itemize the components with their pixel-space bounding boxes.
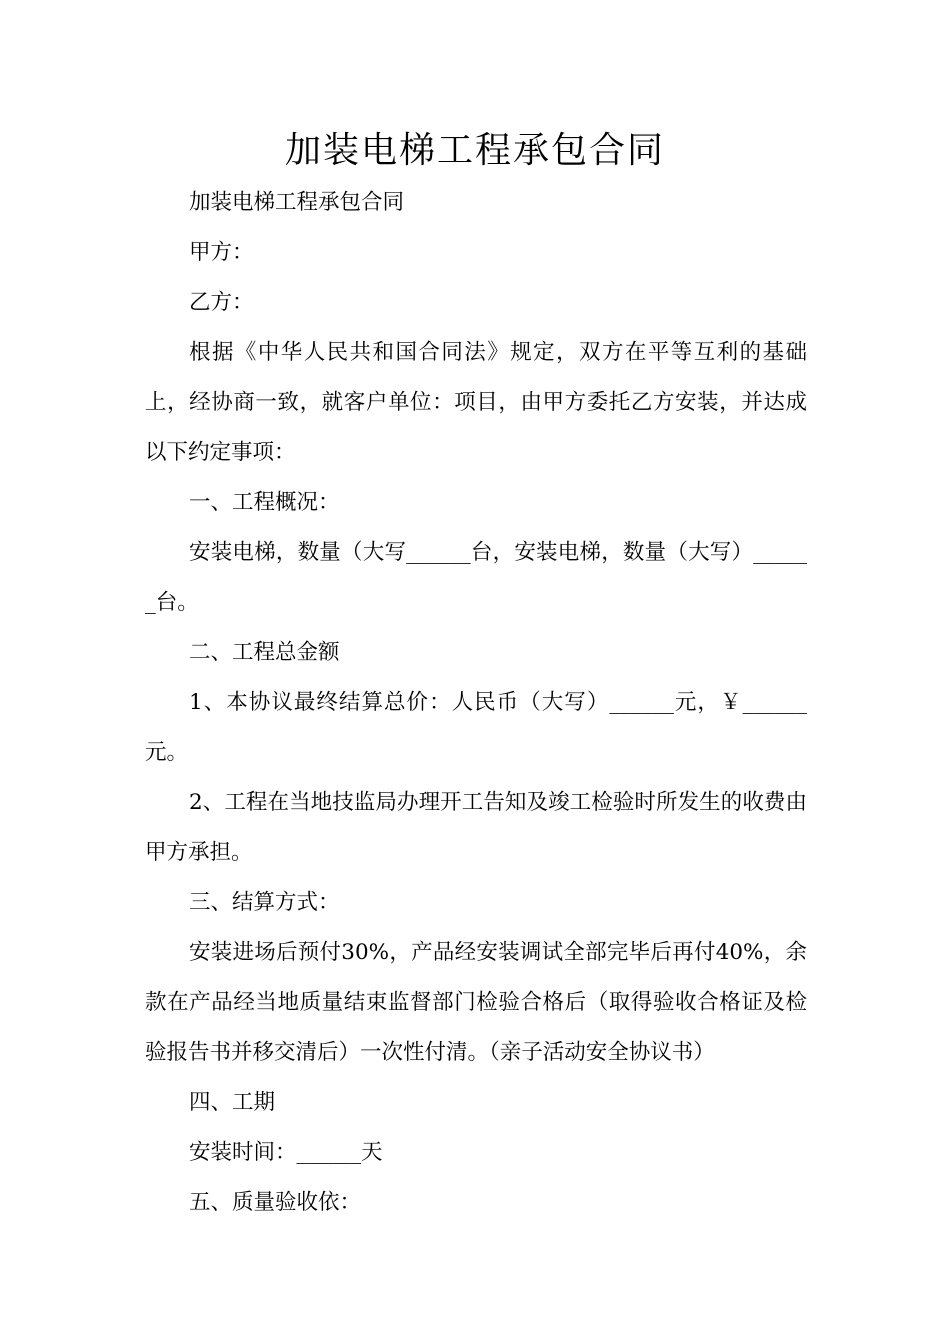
heading-quality-acceptance: 五、质量验收依： [189,1190,362,1215]
heading-total-amount: 二、工程总金额 [189,640,340,665]
paragraph-install-time: 安装时间：______天 [189,1140,383,1165]
heading-settlement: 三、结算方式： [189,890,340,915]
document-title: 加装电梯工程承包合同 [284,130,665,171]
paragraph-party-a: 甲方： [189,240,254,265]
paragraph-party-b: 乙方： [189,290,254,315]
paragraph-payment-terms: 安装进场后预付30%，产品经安装调试全部完毕后再付40%，余款在产品经当地质量结束监督部门检验合格后（取得验收合格证及检验报告书并移交清后）一次性付清。（亲子活动安全协议书） [145,940,807,1065]
paragraph-total-price: 1、本协议最终结算总价：人民币（大写）______元，￥______元。 [145,690,807,765]
heading-schedule: 四、工期 [189,1090,276,1115]
heading-project-overview: 一、工程概况： [189,490,340,515]
paragraph-subtitle: 加装电梯工程承包合同 [189,190,405,215]
paragraph-fees: 2、工程在当地技监局办理开工告知及竣工检验时所发生的收费由甲方承担。 [145,790,807,865]
paragraph-preamble: 根据《中华人民共和国合同法》规定，双方在平等互利的基础上，经协商一致，就客户单位：项目，由甲方委托乙方安装，并达成以下约定事项： [145,340,807,465]
paragraph-elevator-quantity: 安装电梯，数量（大写______台，安装电梯，数量（大写）______台。 [145,540,807,615]
document-body [145,178,807,1228]
